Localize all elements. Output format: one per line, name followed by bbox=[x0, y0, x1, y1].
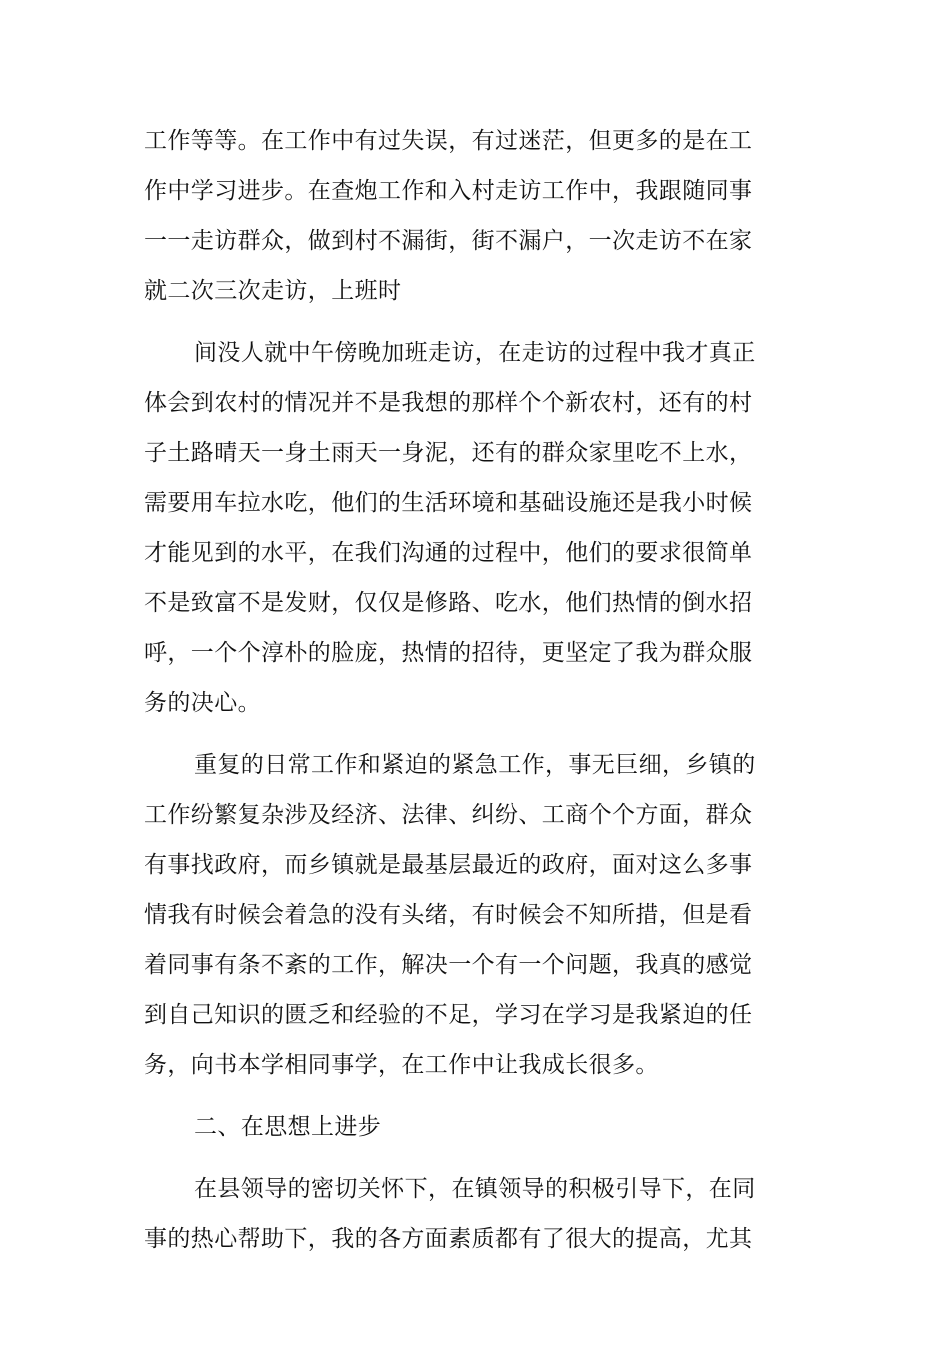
paragraph-2 bbox=[144, 334, 756, 746]
text-line: 在县领导的密切关怀下，在镇领导的积极引导下，在同 bbox=[194, 1176, 756, 1202]
text-line: 就二次三次走访，上班时 bbox=[144, 278, 402, 304]
text-line: 务，向书本学相同事学，在工作中让我成长很多。 bbox=[144, 1052, 659, 1078]
paragraph-5 bbox=[144, 1170, 756, 1270]
paragraph-1 bbox=[144, 122, 753, 334]
text-line: 才能见到的水平，在我们沟通的过程中，他们的要求很简单 bbox=[144, 540, 753, 566]
text-line: 事的热心帮助下，我的各方面素质都有了很大的提高，尤其 bbox=[144, 1226, 753, 1252]
section-heading-text: 二、在思想上进步 bbox=[194, 1114, 382, 1140]
text-line: 务的决心。 bbox=[144, 690, 261, 716]
text-line: 有事找政府，而乡镇就是最基层最近的政府，面对这么多事 bbox=[144, 852, 753, 878]
text-line: 着同事有条不紊的工作，解决一个有一个问题，我真的感觉 bbox=[144, 952, 753, 978]
text-line: 一一走访群众，做到村不漏街，街不漏户，一次走访不在家 bbox=[144, 228, 753, 254]
text-line: 子土路晴天一身土雨天一身泥，还有的群众家里吃不上水， bbox=[144, 440, 753, 466]
text-line: 间没人就中午傍晚加班走访，在走访的过程中我才真正 bbox=[194, 340, 756, 366]
text-line: 不是致富不是发财，仅仅是修路、吃水，他们热情的倒水招 bbox=[144, 590, 753, 616]
text-line: 工作等等。在工作中有过失误，有过迷茫，但更多的是在工 bbox=[144, 128, 753, 154]
document-body bbox=[144, 122, 756, 1270]
paragraph-3 bbox=[144, 746, 756, 1108]
section-heading bbox=[144, 1108, 744, 1170]
text-line: 体会到农村的情况并不是我想的那样个个新农村，还有的村 bbox=[144, 390, 753, 416]
text-line: 作中学习进步。在查炮工作和入村走访工作中，我跟随同事 bbox=[144, 178, 753, 204]
text-line: 到自己知识的匮乏和经验的不足，学习在学习是我紧迫的任 bbox=[144, 1002, 753, 1028]
text-line: 需要用车拉水吃，他们的生活环境和基础设施还是我小时候 bbox=[144, 490, 753, 516]
text-line: 工作纷繁复杂涉及经济、法律、纠纷、工商个个方面，群众 bbox=[144, 802, 753, 828]
text-line: 呼，一个个淳朴的脸庞，热情的招待，更坚定了我为群众服 bbox=[144, 640, 753, 666]
text-line: 重复的日常工作和紧迫的紧急工作，事无巨细，乡镇的 bbox=[194, 752, 756, 778]
text-line: 情我有时候会着急的没有头绪，有时候会不知所措，但是看 bbox=[144, 902, 753, 928]
